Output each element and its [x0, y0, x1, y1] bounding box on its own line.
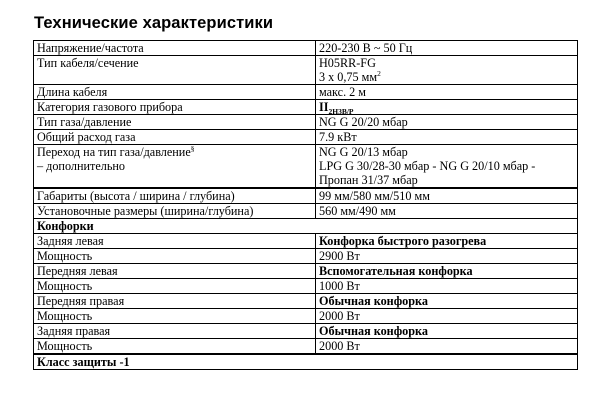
- table-row: [34, 339, 578, 355]
- row-value: 7.9 кВт: [316, 130, 578, 145]
- row-label: Тип газа/давление: [34, 115, 316, 130]
- table-row: [34, 115, 578, 130]
- row-value: 560 мм/490 мм: [316, 204, 578, 219]
- gas-conversion-label: [37, 145, 312, 159]
- table-row: [34, 56, 578, 85]
- row-label: Напряжение/частота: [34, 41, 316, 56]
- table-row: [34, 188, 578, 204]
- table-row: [34, 354, 578, 370]
- protection-class: Класс защиты -1: [34, 354, 578, 370]
- row-value: [316, 145, 578, 189]
- burner-power: 2900 Вт: [316, 249, 578, 264]
- burner-type: Вспомогательная конфорка: [316, 264, 578, 279]
- burners-heading: Конфорки: [34, 219, 578, 234]
- row-label: [34, 145, 316, 189]
- table-row: [34, 204, 578, 219]
- row-label: Тип кабеля/сечение: [34, 56, 316, 85]
- table-row: [34, 279, 578, 294]
- cable-section-text: 3 х 0,75 мм: [319, 70, 378, 84]
- gas-conversion-sublabel: – дополнительно: [37, 159, 126, 173]
- burner-position: Передняя левая: [34, 264, 316, 279]
- burner-type: Конфорка быстрого разогрева: [316, 234, 578, 249]
- burner-power-label: Мощность: [34, 309, 316, 324]
- gas-category-main: II: [319, 100, 329, 114]
- burner-power-label: Мощность: [34, 249, 316, 264]
- table-row: [34, 41, 578, 56]
- gas-conversion-value-2: LPG G 30/28-30 мбар - NG G 20/10 мбар -: [319, 159, 536, 173]
- table-row: [34, 234, 578, 249]
- burner-power: 1000 Вт: [316, 279, 578, 294]
- table-row: [34, 130, 578, 145]
- row-value: NG G 20/20 мбар: [316, 115, 578, 130]
- row-label: Длина кабеля: [34, 85, 316, 100]
- burner-power: 2000 Вт: [316, 309, 578, 324]
- cable-type-value: H05RR-FG: [319, 56, 376, 70]
- table-row: [34, 219, 578, 234]
- row-value: [316, 56, 578, 85]
- gas-conversion-value-3: Пропан 31/37 мбар: [319, 173, 418, 187]
- burner-type: Обычная конфорка: [316, 324, 578, 339]
- gas-conversion-label-text: Переход на тип газа/давление: [37, 145, 191, 159]
- page-title: Технические характеристики: [34, 14, 274, 32]
- row-value: [316, 100, 578, 115]
- table-row: [34, 145, 578, 189]
- table-row: [34, 264, 578, 279]
- burner-power: 2000 Вт: [316, 339, 578, 355]
- burner-position: Передняя правая: [34, 294, 316, 309]
- row-value: макс. 2 м: [316, 85, 578, 100]
- table-row: [34, 294, 578, 309]
- cable-section-sup: 2: [377, 69, 381, 78]
- row-value: 99 мм/580 мм/510 мм: [316, 188, 578, 204]
- table-row: [34, 249, 578, 264]
- burner-position: Задняя правая: [34, 324, 316, 339]
- row-value: 220-230 В ~ 50 Гц: [316, 41, 578, 56]
- burner-type: Обычная конфорка: [316, 294, 578, 309]
- row-label: Габариты (высота / ширина / глубина): [34, 188, 316, 204]
- table-row: [34, 324, 578, 339]
- table-row: [34, 100, 578, 115]
- burner-power-label: Мощность: [34, 279, 316, 294]
- table-row: [34, 85, 578, 100]
- gas-conversion-footnote: §: [190, 144, 195, 153]
- row-label: Установочные размеры (ширина/глубина): [34, 204, 316, 219]
- row-label: Категория газового прибора: [34, 100, 316, 115]
- cable-section-value: [319, 70, 574, 84]
- gas-conversion-value-1: NG G 20/13 мбар: [319, 145, 408, 159]
- specs-table: [33, 40, 578, 370]
- burner-power-label: Мощность: [34, 339, 316, 355]
- burner-position: Задняя левая: [34, 234, 316, 249]
- gas-category-sub: 2H3B/P: [328, 107, 354, 116]
- row-label: Общий расход газа: [34, 130, 316, 145]
- table-row: [34, 309, 578, 324]
